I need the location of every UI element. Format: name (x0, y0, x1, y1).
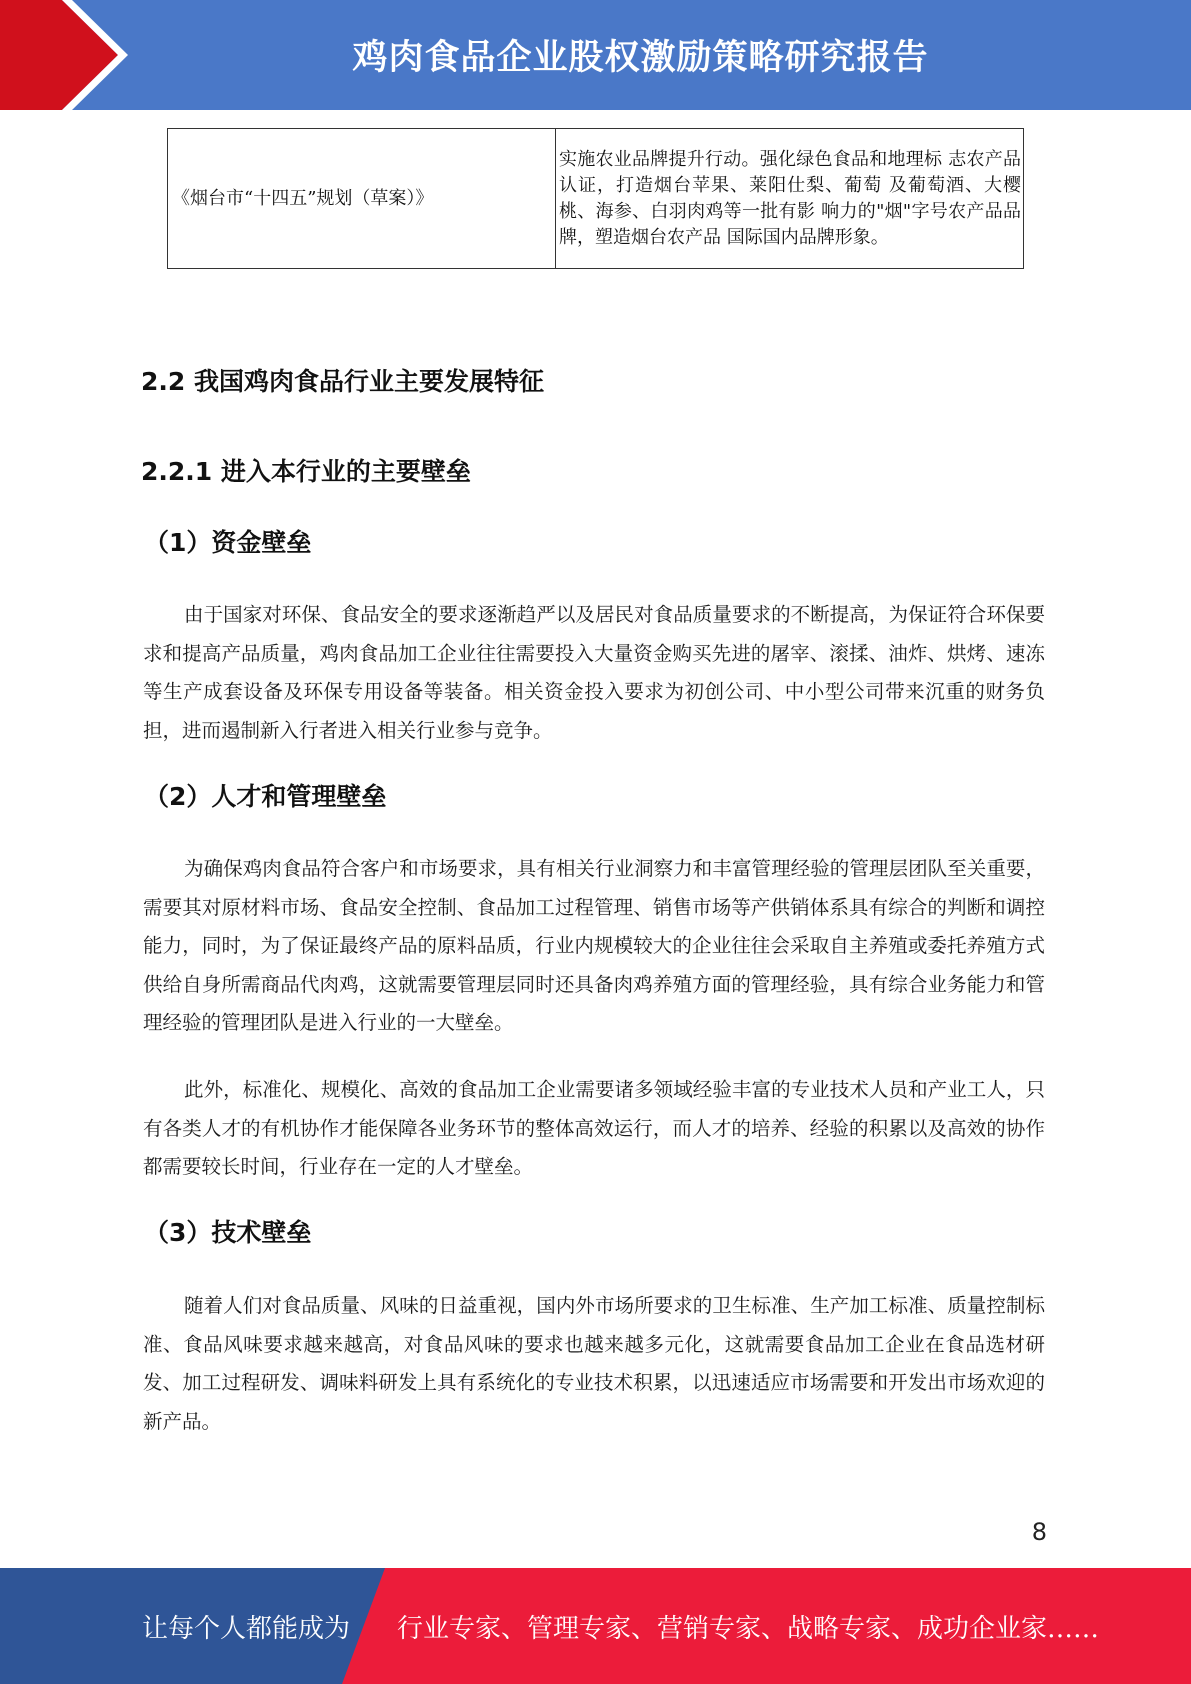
footer-slogan-left: 让每个人都能成为 (142, 1613, 351, 1644)
footer-slogan-right: 行业专家、管理专家、营销专家、战略专家、成功企业家…… (397, 1613, 1100, 1644)
header-chevron-decoration (0, 0, 150, 110)
section-heading: 2.2 我国鸡肉食品行业主要发展特征 (141, 367, 544, 396)
page-footer (0, 1568, 1191, 1684)
barrier-paragraph: 由于国家对环保、食品安全的要求逐渐趋严以及居民对食品质量要求的不断提高，为保证符合环保要求和提高产品质量，鸡肉食品加工企业往往需要投入大量资金购买先进的屠宰、滚揉、油炸、烘烤、速冻等生产成套设备及环保专用设备等装备。相关资金投入要求为初创公司、中小型公司带来沉重的财务负担，进而遏制新入行者进入相关行业参与竞争。 (143, 603, 1045, 742)
barrier-heading-technology: （3）技术壁垒 (144, 1218, 312, 1247)
subsection-heading: 2.2.1 进入本行业的主要壁垒 (141, 457, 471, 486)
policy-content-cell: 实施农业品牌提升行动。强化绿色食品和地理标 志农产品认证，打造烟台苹果、莱阳仕梨、葡萄 及葡萄酒、大樱桃、海参、白羽肉鸡等一批有影 响力的"烟"字号农产品品牌，塑造烟台农产品 国际国内品牌形象。 (556, 129, 1024, 269)
barrier-paragraph: 随着人们对食品质量、风味的日益重视，国内外市场所要求的卫生标准、生产加工标准、质量控制标准、食品风味要求越来越高，对食品风味的要求也越来越多元化，这就需要食品加工企业在食品选材研发、加工过程研发、调味料研发上具有系统化的专业技术积累，以迅速适应市场需要和开发出市场欢迎的新产品。 (143, 1294, 1045, 1433)
policy-document-cell: 《烟台市“十四五”规划（草案）》 (168, 129, 556, 269)
table-row (168, 129, 1024, 269)
policy-table (167, 128, 1024, 269)
report-title: 鸡肉食品企业股权激励策略研究报告 (352, 38, 929, 78)
page-number: 8 (1031, 1518, 1047, 1546)
barrier-heading-talent-management: （2）人才和管理壁垒 (144, 782, 387, 811)
page-header (0, 0, 1191, 110)
barrier-paragraph: 为确保鸡肉食品符合客户和市场要求，具有相关行业洞察力和丰富管理经验的管理层团队至关重要，需要其对原材料市场、食品安全控制、食品加工过程管理、销售市场等产供销体系具有综合的判断和调控能力，同时，为了保证最终产品的原料品质，行业内规模较大的企业往往会采取自主养殖或委托养殖方式供给自身所需商品代肉鸡，这就需要管理层同时还具备肉鸡养殖方面的管理经验，具有综合业务能力和管理经验的管理团队是进入行业的一大壁垒。 (143, 857, 1045, 1034)
barrier-heading-capital: （1）资金壁垒 (144, 528, 312, 557)
barrier-paragraph: 此外，标准化、规模化、高效的食品加工企业需要诸多领域经验丰富的专业技术人员和产业工人，只有各类人才的有机协作才能保障各业务环节的整体高效运行，而人才的培养、经验的积累以及高效的协作都需要较长时间，行业存在一定的人才壁垒。 (143, 1078, 1045, 1178)
